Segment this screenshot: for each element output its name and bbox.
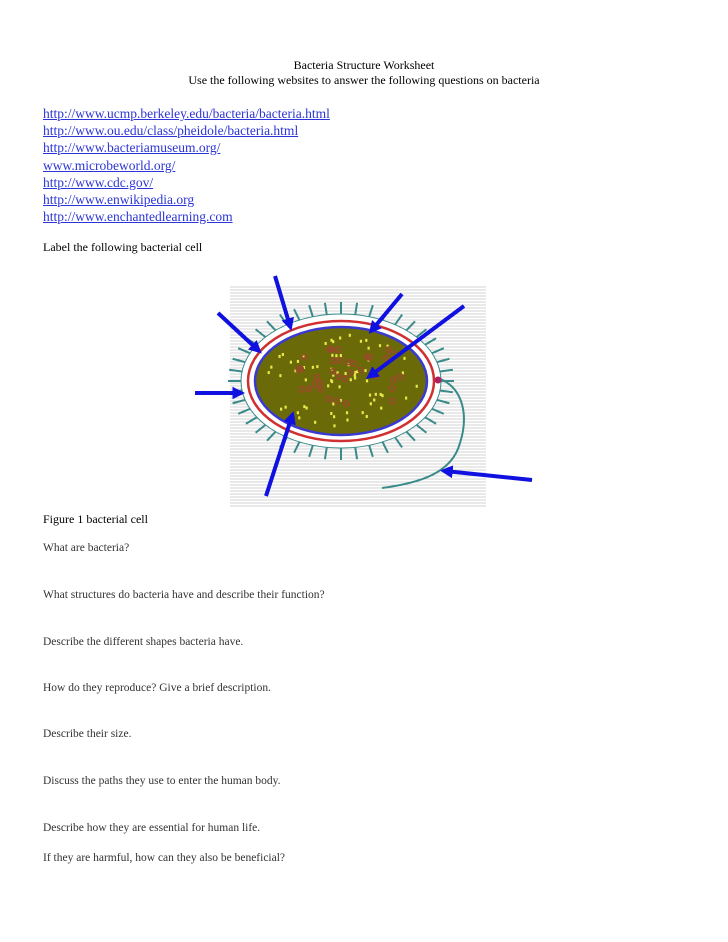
ribosome-dot: [298, 416, 300, 419]
ribosome-dot: [403, 357, 405, 360]
bacterial-cell-diagram: [190, 268, 535, 513]
figure-caption: Figure 1 bacterial cell: [43, 512, 148, 526]
ribosome-dot: [380, 407, 382, 410]
ribosome-dot: [340, 354, 342, 357]
ribosome-dot: [312, 366, 314, 369]
ribosome-dot: [282, 353, 284, 356]
question-3: Describe the different shapes bacteria have.: [43, 636, 244, 648]
ribosome-dot: [316, 365, 318, 368]
ribosome-dot: [339, 336, 341, 339]
ribosome-dot: [270, 366, 272, 369]
question-5: Describe their size.: [43, 728, 132, 740]
ribosome-dot: [346, 411, 348, 414]
ribosome-dot: [268, 371, 270, 374]
ribosome-dot: [331, 354, 333, 357]
question-2: What structures do bacteria have and describe their function?: [43, 589, 325, 601]
link-cdc[interactable]: http://www.cdc.gov/: [43, 174, 154, 190]
ribosome-dot: [290, 361, 292, 364]
ribosome-dot: [338, 385, 340, 388]
ribosome-dot: [330, 412, 332, 415]
ribosome-dot: [349, 334, 351, 337]
ribosome-dot: [373, 398, 375, 401]
ribosome-dot: [345, 372, 347, 375]
link-ou-edu[interactable]: http://www.ou.edu/class/pheidole/bacteria.html: [43, 123, 299, 139]
question-4: How do they reproduce? Give a brief description.: [43, 682, 272, 694]
ribosome-dot: [314, 421, 316, 424]
link-ucmp-berkeley[interactable]: http://www.ucmp.berkeley.edu/bacteria/bacteria.html: [43, 106, 330, 121]
ribosome-dot: [405, 397, 407, 400]
question-1: What are bacteria?: [43, 542, 130, 554]
ribosome-dot: [350, 378, 352, 381]
link-enchantedlearning[interactable]: http://www.enchantedlearning.com: [43, 209, 233, 225]
ribosome-dot: [333, 415, 335, 418]
ribosome-dot: [297, 360, 299, 363]
worksheet-subtitle: Use the following websites to answer the following questions on bacteria: [188, 73, 540, 87]
ribosome-dot: [335, 354, 337, 357]
list-item: [43, 190, 330, 207]
list-item: [43, 173, 330, 190]
ribosome-dot: [285, 406, 287, 409]
worksheet-title: Bacteria Structure Worksheet: [293, 58, 435, 72]
ribosome-dot: [370, 402, 372, 405]
cell-membrane-cytoplasm: [255, 327, 427, 435]
ribosome-dot: [380, 393, 382, 396]
list-item: [43, 156, 330, 173]
link-microbeworld[interactable]: www.microbeworld.org/: [43, 157, 176, 173]
ribosome-dot: [330, 379, 332, 382]
list-item: [43, 138, 330, 155]
list-item: [43, 207, 330, 224]
ribosome-dot: [333, 424, 335, 427]
ribosome-dot: [303, 405, 305, 408]
ribosome-dot: [364, 369, 366, 372]
ribosome-dot: [306, 407, 308, 410]
ribosome-dot: [325, 342, 327, 345]
ribosome-dot: [354, 377, 356, 380]
ribosome-dot: [330, 339, 332, 342]
ribosome-dot: [354, 371, 356, 374]
question-7: Describe how they are essential for human life.: [43, 822, 261, 834]
ribosome-dot: [297, 411, 299, 414]
list-item: [43, 104, 330, 121]
ribosome-dot: [416, 385, 418, 388]
ribosome-dot: [369, 394, 371, 397]
list-item: [43, 121, 330, 138]
question-8: If they are harmful, how can they also be beneficial?: [43, 852, 286, 864]
ribosome-dot: [278, 355, 280, 358]
link-enwikipedia[interactable]: http://www.enwikipedia.org: [43, 191, 195, 207]
ribosome-dot: [305, 378, 307, 381]
ribosome-dot: [379, 344, 381, 347]
question-6: Discuss the paths they use to enter the human body.: [43, 775, 281, 787]
ribosome-dot: [360, 340, 362, 343]
ribosome-dot: [346, 418, 348, 421]
label-heading: Label the following bacterial cell: [43, 240, 203, 254]
ribosome-dot: [362, 411, 364, 414]
ribosome-dot: [354, 374, 356, 377]
ribosome-dot: [332, 402, 334, 405]
ribosome-dot: [366, 379, 368, 382]
ribosome-dot: [365, 339, 367, 342]
ribosome-dot: [279, 374, 281, 377]
website-link-list: [43, 104, 330, 224]
ribosome-dot: [327, 384, 329, 387]
ribosome-dot: [368, 347, 370, 350]
ribosome-dot: [375, 393, 377, 396]
flagellum-base: [435, 377, 442, 384]
link-bacteriamuseum[interactable]: http://www.bacteriamuseum.org/: [43, 140, 221, 156]
ribosome-dot: [280, 408, 282, 411]
ribosome-dot: [366, 415, 368, 418]
